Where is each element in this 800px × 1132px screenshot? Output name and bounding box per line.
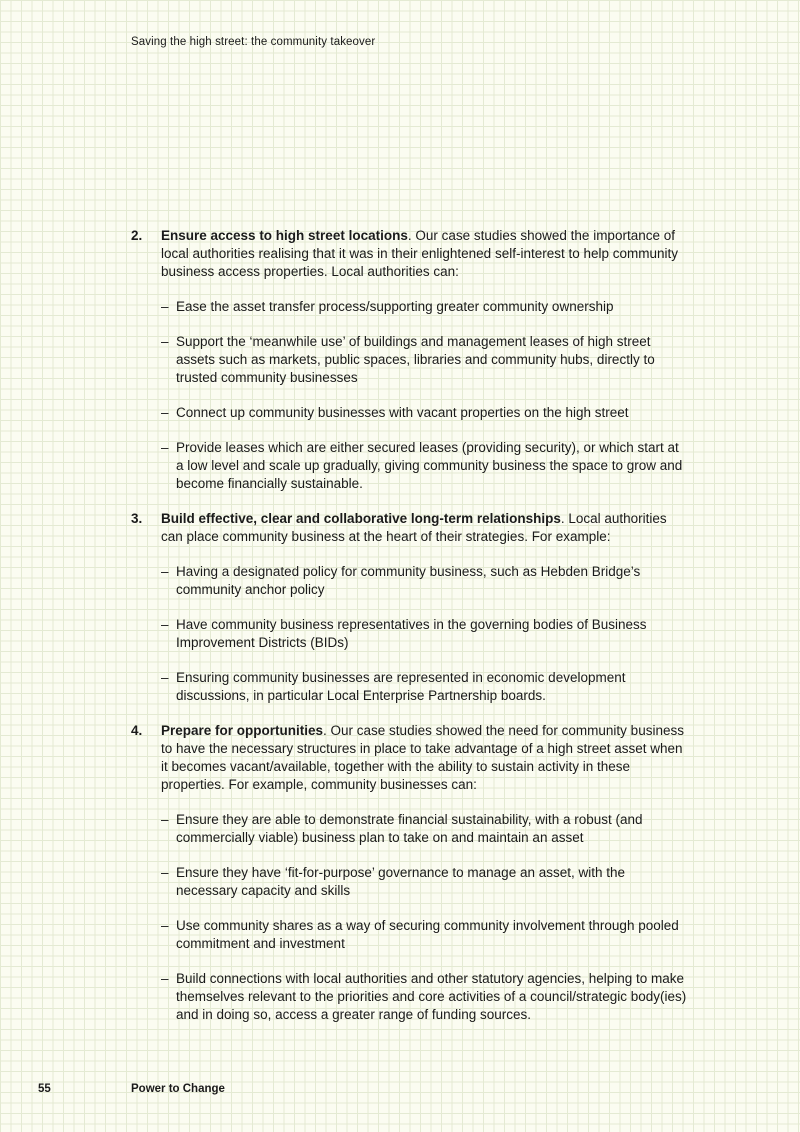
bullet-text: Provide leases which are either secured leases (providing security), or which start at a low level and scale up gradually, giving community business the space to grow and become financially sustainable. (176, 440, 683, 491)
bullet-text: Build connections with local authorities and other statutory agencies, helping to make themselves relevant to the priorities and core activities of a council/strategic body(ies) and in doing so, access a greater range of funding sources. (176, 971, 687, 1022)
section-intro-text: . Local authorities can place community business at the heart of their strategies. For example: (161, 511, 667, 544)
running-header: Saving the high street: the community takeover (131, 36, 376, 48)
bullet-item (161, 404, 687, 422)
section-body (161, 227, 687, 493)
section-lead: Ensure access to high street locations (161, 228, 408, 243)
section-intro-text: . Our case studies showed the importance of local authorities realising that it was in their enlightened self-interest to help community business access properties. Local authorities can: (161, 228, 679, 279)
bullet-item (161, 970, 687, 1024)
dash-icon: – (161, 299, 169, 314)
dash-icon: – (161, 971, 169, 986)
section-body (161, 510, 687, 705)
section-body (161, 722, 687, 1024)
dash-icon: – (161, 440, 169, 455)
bullet-text: Ensuring community businesses are represented in economic development discussions, in particular Local Enterprise Partnership boards. (176, 670, 626, 703)
section-intro-text: . Our case studies showed the need for community business to have the necessary structures in place to take advantage of a high street asset when it becomes vacant/available, together with the ability to sustain activity in these properties. For example, community businesses can: (161, 723, 684, 792)
section-number: 4. (131, 723, 143, 738)
bullet-item (161, 439, 687, 493)
bullet-item (161, 811, 687, 847)
bullet-item (161, 616, 687, 652)
dash-icon: – (161, 670, 169, 685)
section-number: 3. (131, 511, 143, 526)
section-intro (161, 510, 687, 546)
dash-icon: – (161, 918, 169, 933)
bullet-item (161, 669, 687, 705)
dash-icon: – (161, 865, 169, 880)
section-intro (161, 722, 687, 794)
section-number: 2. (131, 228, 143, 243)
numbered-section-2 (131, 227, 687, 493)
bullet-text: Having a designated policy for community business, such as Hebden Bridge’s community anchor policy (176, 564, 641, 597)
bullet-item (161, 333, 687, 387)
footer-publisher: Power to Change (131, 1083, 225, 1095)
section-lead: Prepare for opportunities (161, 723, 324, 738)
numbered-section-4 (131, 722, 687, 1024)
section-lead: Build effective, clear and collaborative long-term relationships (161, 511, 561, 526)
main-content (131, 227, 687, 1041)
numbered-section-3 (131, 510, 687, 705)
dash-icon: – (161, 617, 169, 632)
section-intro (161, 227, 687, 281)
bullet-item (161, 917, 687, 953)
page-number: 55 (38, 1083, 51, 1095)
dash-icon: – (161, 812, 169, 827)
bullet-text: Ensure they are able to demonstrate financial sustainability, with a robust (and commercially viable) business plan to take on and maintain an asset (176, 812, 643, 845)
bullet-text: Ease the asset transfer process/supporting greater community ownership (176, 299, 614, 314)
bullet-text: Use community shares as a way of securing community involvement through pooled commitment and investment (176, 918, 679, 951)
dash-icon: – (161, 334, 169, 349)
bullet-item (161, 298, 687, 316)
dash-icon: – (161, 405, 169, 420)
bullet-text: Ensure they have ‘fit-for-purpose’ governance to manage an asset, with the necessary capacity and skills (176, 865, 626, 898)
bullet-item (161, 563, 687, 599)
bullet-text: Connect up community businesses with vacant properties on the high street (176, 405, 629, 420)
bullet-text: Support the ‘meanwhile use’ of buildings and management leases of high street assets such as markets, public spaces, libraries and community hubs, directly to trusted community businesses (176, 334, 655, 385)
bullet-text: Have community business representatives in the governing bodies of Business Improvement Districts (BIDs) (176, 617, 647, 650)
bullet-item (161, 864, 687, 900)
dash-icon: – (161, 564, 169, 579)
